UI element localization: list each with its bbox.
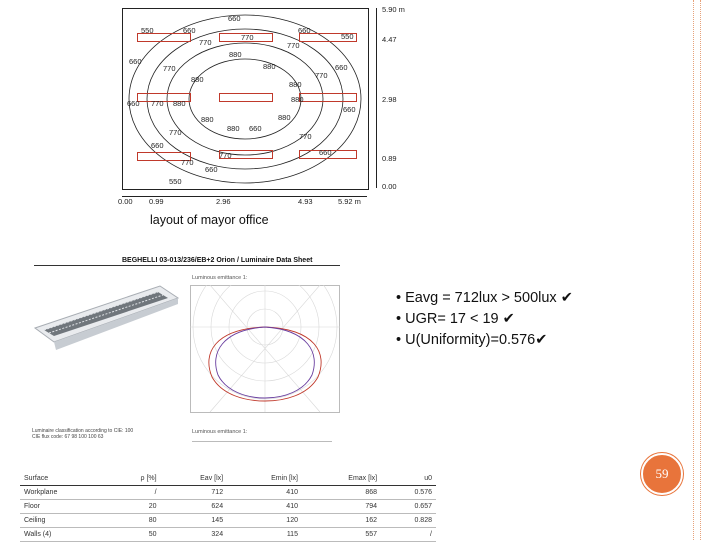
result-item: • Eavg = 712lux > 500lux ✔	[396, 290, 573, 306]
slide-number: 59	[655, 466, 669, 481]
isolux-label: 660	[343, 105, 356, 114]
plot-caption: layout of mayor office	[150, 213, 269, 227]
table-cell: 410	[227, 486, 302, 500]
table-cell: 115	[227, 528, 302, 542]
isolux-label: 770	[219, 151, 232, 160]
isolux-label: 660	[151, 141, 164, 150]
sheet-divider	[192, 441, 332, 442]
y-tick-label: 4.47	[382, 35, 397, 44]
table-cell: Walls (4)	[20, 528, 109, 542]
result-item: • UGR= 17 < 19 ✔	[396, 311, 515, 327]
luminous-emittance-label-2: Luminous emittance 1:	[192, 429, 248, 435]
isolux-label: 660	[319, 148, 332, 157]
cie-flux-code: CIE flux code: 67 98 100 100 63	[32, 434, 104, 440]
cie-classification: Luminaire classification according to CIE: 100	[32, 428, 134, 434]
table-cell: /	[109, 486, 161, 500]
result-ugr: UGR= 17 < 19 ✔	[405, 311, 515, 327]
result-item: • U(Uniformity)=0.576✔	[396, 332, 548, 348]
data-sheet-title: BEGHELLI 03-013/236/EB+2 Orion / Luminaire Data Sheet	[122, 257, 313, 264]
y-tick-label: 0.00	[382, 182, 397, 191]
polar-intensity-diagram	[190, 285, 340, 413]
table-row	[20, 514, 436, 528]
table-header: Surface	[20, 472, 109, 486]
table-cell: Ceiling	[20, 514, 109, 528]
isolux-label: 660	[183, 26, 196, 35]
edge-line-right	[700, 0, 701, 540]
table-header: Emin [lx]	[227, 472, 302, 486]
edge-line-left	[693, 0, 694, 540]
isolux-label: 770	[169, 128, 182, 137]
y-tick-label: 5.90 m	[382, 5, 405, 14]
y-tick-label: 2.98	[382, 95, 397, 104]
isolux-label: 880	[227, 124, 240, 133]
table-cell: 794	[302, 500, 381, 514]
table-cell: 0.657	[381, 500, 436, 514]
isolux-label: 880	[201, 115, 214, 124]
isolux-label: 770	[199, 38, 212, 47]
result-uniformity: U(Uniformity)=0.576✔	[405, 332, 548, 348]
isolux-label: 660	[127, 99, 140, 108]
isolux-label: 770	[287, 41, 300, 50]
table-cell: 145	[161, 514, 228, 528]
isolux-label: 770	[163, 64, 176, 73]
isolux-label: 770	[181, 158, 194, 167]
isolux-label: 660	[205, 165, 218, 174]
luminous-emittance-label: Luminous emittance 1:	[192, 275, 248, 281]
isolux-label: 770	[315, 71, 328, 80]
table-header: Emax [lx]	[302, 472, 381, 486]
isolux-label: 770	[241, 33, 254, 42]
isolux-label: 880	[263, 62, 276, 71]
table-cell: 868	[302, 486, 381, 500]
isolux-label: 550	[141, 26, 154, 35]
result-eavg: Eavg = 712lux > 500lux ✔	[405, 290, 573, 306]
table-header: Eav [lx]	[161, 472, 228, 486]
table-cell: 162	[302, 514, 381, 528]
table-cell: 80	[109, 514, 161, 528]
x-tick-label: 5.92 m	[338, 197, 361, 206]
isolux-label: 660	[298, 26, 311, 35]
x-tick-label: 0.99	[149, 197, 164, 206]
table-header: ρ [%]	[109, 472, 161, 486]
table-cell: 0.576	[381, 486, 436, 500]
table-row	[20, 500, 436, 514]
isolux-label: 770	[151, 99, 164, 108]
table-cell: /	[381, 528, 436, 542]
y-axis	[376, 8, 377, 188]
isolux-label: 660	[335, 63, 348, 72]
isolux-label: 660	[249, 124, 262, 133]
table-cell: 410	[227, 500, 302, 514]
x-tick-label: 4.93	[298, 197, 313, 206]
x-tick-label: 2.96	[216, 197, 231, 206]
luminaire-product-image	[30, 280, 180, 360]
x-tick-label: 0.00	[118, 197, 133, 206]
isolux-label: 880	[173, 99, 186, 108]
isolux-label: 880	[278, 113, 291, 122]
table-cell: Floor	[20, 500, 109, 514]
isolux-label: 550	[169, 177, 182, 186]
isolux-label: 880	[229, 50, 242, 59]
isolux-label: 660	[129, 57, 142, 66]
table-row	[20, 486, 436, 500]
table-cell: 20	[109, 500, 161, 514]
table-row	[20, 528, 436, 542]
table-cell: 50	[109, 528, 161, 542]
table-cell: 712	[161, 486, 228, 500]
isolux-label: 550	[341, 32, 354, 41]
table-cell: 557	[302, 528, 381, 542]
slide-number-badge	[641, 453, 683, 495]
isolux-label: 880	[191, 75, 204, 84]
isolux-label: 770	[299, 132, 312, 141]
isolux-label: 660	[228, 14, 241, 23]
table-header-row	[20, 472, 436, 486]
luminaire	[299, 93, 357, 102]
table-cell: 624	[161, 500, 228, 514]
isolux-plot	[122, 8, 369, 190]
data-sheet-rule	[34, 265, 340, 266]
table-header: u0	[381, 472, 436, 486]
table-cell: 324	[161, 528, 228, 542]
isolux-label: 880	[289, 80, 302, 89]
y-tick-label: 0.89	[382, 154, 397, 163]
results-list	[396, 288, 573, 351]
table-cell: Workplane	[20, 486, 109, 500]
table-cell: 0.828	[381, 514, 436, 528]
table-cell: 120	[227, 514, 302, 528]
surface-table	[20, 472, 436, 542]
isolux-label: 880	[291, 95, 304, 104]
luminaire	[219, 93, 273, 102]
